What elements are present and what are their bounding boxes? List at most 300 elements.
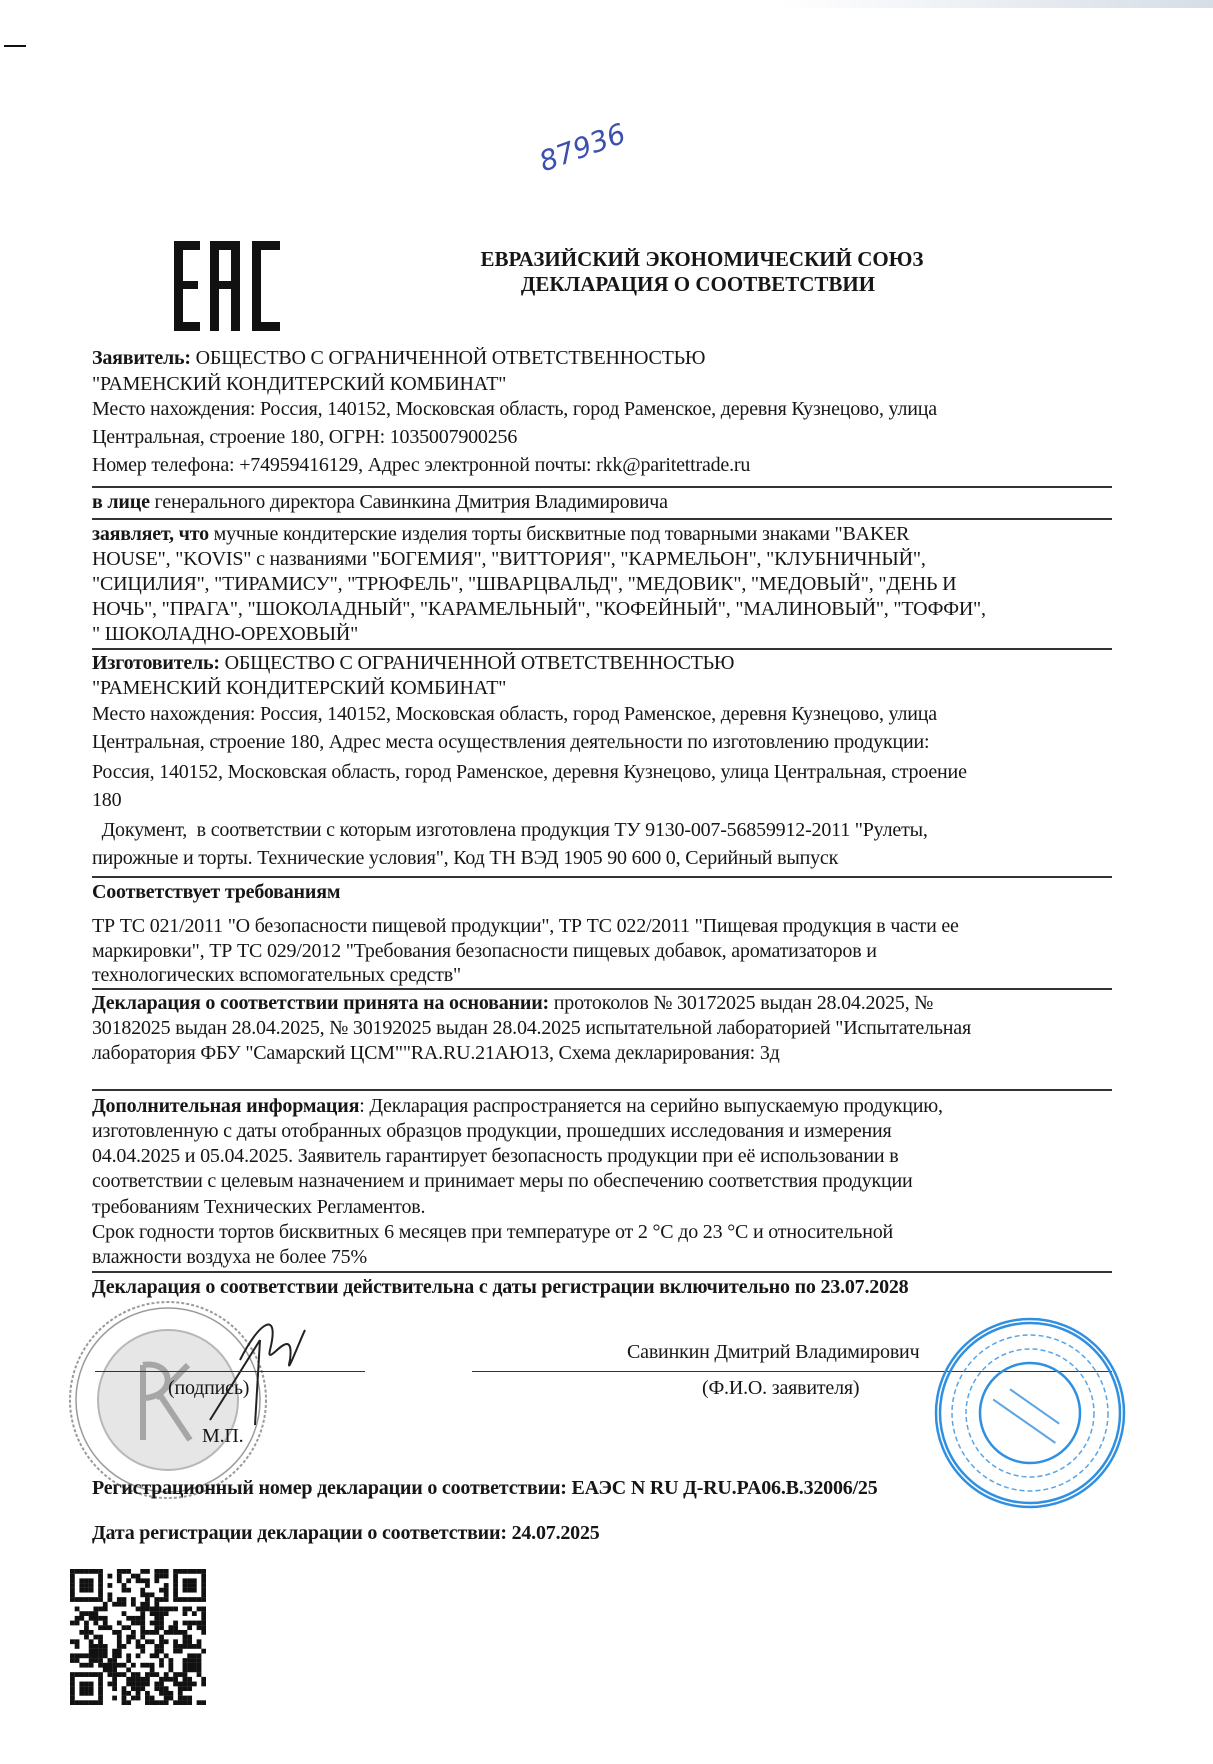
qr-module [140, 1677, 145, 1682]
qr-module [98, 1597, 103, 1602]
qr-module [112, 1682, 117, 1687]
qr-module [70, 1588, 75, 1593]
qr-module [183, 1677, 188, 1682]
qr-module [75, 1569, 80, 1574]
qr-module [79, 1653, 84, 1658]
qr-module [192, 1569, 197, 1574]
qr-module [98, 1653, 103, 1658]
qr-module [145, 1607, 150, 1612]
qr-module [112, 1649, 117, 1654]
qr-module [145, 1691, 150, 1696]
qr-module [126, 1639, 131, 1644]
qr-module [70, 1677, 75, 1682]
qr-module [201, 1625, 206, 1630]
qr-module [150, 1667, 155, 1672]
qr-module [201, 1677, 206, 1682]
qr-module [117, 1578, 122, 1583]
qr-module [103, 1625, 108, 1630]
qr-module [70, 1578, 75, 1583]
qr-module [164, 1574, 169, 1579]
registration-date: Дата регистрации декларации о соответствии: 24.07.2025 [92, 1522, 600, 1544]
qr-module [70, 1672, 75, 1677]
qr-module [192, 1583, 197, 1588]
qr-module [192, 1658, 197, 1663]
qr-module [93, 1644, 98, 1649]
qr-module [178, 1597, 183, 1602]
qr-module [159, 1658, 164, 1663]
qr-module [122, 1569, 127, 1574]
qr-module [79, 1583, 84, 1588]
qr-module [93, 1569, 98, 1574]
qr-module [84, 1569, 89, 1574]
qr-module [112, 1672, 117, 1677]
qr-module [178, 1644, 183, 1649]
qr-module [173, 1639, 178, 1644]
qr-module [145, 1569, 150, 1574]
qr-module [164, 1677, 169, 1682]
applicant-signature-name: Савинкин Дмитрий Владимирович [627, 1341, 920, 1363]
qr-module [192, 1597, 197, 1602]
qr-module [154, 1578, 159, 1583]
qr-module [98, 1639, 103, 1644]
qr-module [70, 1592, 75, 1597]
qr-module [108, 1574, 113, 1579]
qr-module [70, 1583, 75, 1588]
qr-module [75, 1653, 80, 1658]
qr-module [140, 1682, 145, 1687]
additional-line [92, 1095, 943, 1117]
declares-text: НОЧЬ", "ПРАГА", "ШОКОЛАДНЫЙ", "КАРАМЕЛЬНЫЙ", "КОФЕЙНЫЙ", "МАЛИНОВЫЙ", "ТОФФИ", [92, 598, 986, 620]
requirements-text: маркировки", ТР ТС 029/2012 "Требования безопасности пищевых добавок, ароматизаторов и [92, 940, 877, 962]
qr-module [112, 1677, 117, 1682]
qr-module [89, 1672, 94, 1677]
qr-module [168, 1691, 173, 1696]
qr-module [201, 1569, 206, 1574]
qr-module [187, 1653, 192, 1658]
divider [92, 518, 1112, 520]
additional-label: Дополнительная информация [92, 1095, 360, 1117]
qr-module [136, 1639, 141, 1644]
qr-module [89, 1583, 94, 1588]
representative-text: генерального директора Савинкина Дмитрия Владимировича [149, 491, 668, 513]
qr-module [117, 1630, 122, 1635]
signature-line [95, 1371, 365, 1372]
qr-module [187, 1696, 192, 1701]
declares-text: мучные кондитерские изделия торты бисквитные под товарными знаками "BAKER [208, 523, 910, 545]
qr-module [168, 1607, 173, 1612]
qr-module [145, 1700, 150, 1705]
qr-module [98, 1696, 103, 1701]
qr-module [150, 1607, 155, 1612]
qr-module [201, 1607, 206, 1612]
qr-module [79, 1672, 84, 1677]
qr-module [126, 1700, 131, 1705]
qr-module [98, 1682, 103, 1687]
qr-module [150, 1696, 155, 1701]
qr-module [136, 1672, 141, 1677]
qr-module [173, 1625, 178, 1630]
qr-module [187, 1658, 192, 1663]
qr-module [140, 1592, 145, 1597]
qr-module [98, 1658, 103, 1663]
qr-module [70, 1574, 75, 1579]
qr-module [197, 1653, 202, 1658]
qr-module [126, 1635, 131, 1640]
qr-module [140, 1649, 145, 1654]
qr-module [131, 1630, 136, 1635]
qr-module [154, 1574, 159, 1579]
qr-module [197, 1625, 202, 1630]
qr-module [117, 1602, 122, 1607]
qr-module [197, 1607, 202, 1612]
qr-module [79, 1630, 84, 1635]
qr-module [131, 1621, 136, 1626]
qr-module [187, 1621, 192, 1626]
qr-module [117, 1644, 122, 1649]
qr-module [145, 1597, 150, 1602]
qr-module [154, 1602, 159, 1607]
qr-module [70, 1700, 75, 1705]
qr-module [98, 1700, 103, 1705]
qr-module [103, 1653, 108, 1658]
qr-module [131, 1635, 136, 1640]
qr-module [168, 1677, 173, 1682]
qr-module [79, 1663, 84, 1668]
qr-module [70, 1682, 75, 1687]
qr-module [79, 1597, 84, 1602]
qr-module [173, 1677, 178, 1682]
qr-module [187, 1663, 192, 1668]
qr-module [117, 1639, 122, 1644]
qr-module [187, 1686, 192, 1691]
qr-module [98, 1569, 103, 1574]
qr-module [159, 1597, 164, 1602]
qr-module [98, 1588, 103, 1593]
qr-module [103, 1663, 108, 1668]
qr-module [173, 1597, 178, 1602]
qr-module [183, 1672, 188, 1677]
manufacturer-line [92, 652, 734, 674]
qr-module [173, 1682, 178, 1687]
qr-module [201, 1583, 206, 1588]
representative-label: в лице [92, 491, 150, 513]
qr-module [187, 1625, 192, 1630]
qr-module [84, 1611, 89, 1616]
qr-module [93, 1658, 98, 1663]
qr-module [98, 1644, 103, 1649]
additional-text: влажности воздуха не более 75% [92, 1246, 367, 1268]
qr-module [112, 1658, 117, 1663]
qr-module [126, 1616, 131, 1621]
qr-module [159, 1574, 164, 1579]
header-declaration: ДЕКЛАРАЦИЯ О СООТВЕТСТВИИ [520, 272, 876, 296]
qr-module [164, 1611, 169, 1616]
qr-module [103, 1607, 108, 1612]
qr-module [131, 1696, 136, 1701]
qr-module [122, 1696, 127, 1701]
qr-module [140, 1607, 145, 1612]
qr-module [89, 1630, 94, 1635]
qr-module [112, 1663, 117, 1668]
qr-module [159, 1611, 164, 1616]
manufacturer-text: Место нахождения: Россия, 140152, Московская область, город Раменское, деревня Кузнецово, улица [92, 703, 937, 725]
qr-module [183, 1682, 188, 1687]
qr-module [136, 1686, 141, 1691]
qr-module [70, 1639, 75, 1644]
qr-module [89, 1644, 94, 1649]
qr-module [159, 1663, 164, 1668]
manufacturer-text: 180 [92, 789, 122, 811]
qr-module [173, 1630, 178, 1635]
qr-module [187, 1569, 192, 1574]
qr-module [197, 1621, 202, 1626]
qr-module [164, 1639, 169, 1644]
manufacturer-text: "РАМЕНСКИЙ КОНДИТЕРСКИЙ КОМБИНАТ" [92, 677, 507, 699]
applicant-name: ОБЩЕСТВО С ОГРАНИЧЕННОЙ ОТВЕТСТВЕННОСТЬЮ [190, 347, 706, 369]
qr-module [126, 1653, 131, 1658]
qr-module [154, 1644, 159, 1649]
qr-module [178, 1682, 183, 1687]
qr-module [126, 1569, 131, 1574]
qr-module [173, 1649, 178, 1654]
qr-module [140, 1630, 145, 1635]
qr-module [93, 1611, 98, 1616]
qr-module [112, 1686, 117, 1691]
qr-module [201, 1616, 206, 1621]
qr-module [84, 1682, 89, 1687]
qr-module [79, 1700, 84, 1705]
qr-module [159, 1700, 164, 1705]
qr-module [84, 1653, 89, 1658]
qr-module [159, 1635, 164, 1640]
qr-module [112, 1653, 117, 1658]
qr-module [140, 1616, 145, 1621]
qr-module [150, 1611, 155, 1616]
qr-module [178, 1630, 183, 1635]
qr-module [89, 1611, 94, 1616]
qr-module [84, 1588, 89, 1593]
qr-module [93, 1621, 98, 1626]
qr-module [122, 1588, 127, 1593]
manufacturer-text: пирожные и торты. Технические условия", Код ТН ВЭД 1905 90 600 0, Серийный выпуск [92, 847, 839, 869]
qr-module [173, 1672, 178, 1677]
qr-module [98, 1677, 103, 1682]
signature-scribble [200, 1300, 310, 1430]
qr-module [201, 1578, 206, 1583]
qr-module [89, 1691, 94, 1696]
qr-module [103, 1602, 108, 1607]
qr-module [79, 1616, 84, 1621]
qr-module [164, 1691, 169, 1696]
qr-module [75, 1644, 80, 1649]
qr-module [89, 1639, 94, 1644]
qr-module [183, 1635, 188, 1640]
qr-module [164, 1588, 169, 1593]
qr-module [183, 1639, 188, 1644]
qr-module [145, 1672, 150, 1677]
qr-module [117, 1635, 122, 1640]
qr-module [89, 1658, 94, 1663]
qr-module [98, 1663, 103, 1668]
qr-module [70, 1597, 75, 1602]
qr-module [103, 1649, 108, 1654]
qr-module [117, 1597, 122, 1602]
qr-module [183, 1667, 188, 1672]
qr-module [131, 1682, 136, 1687]
qr-module [126, 1658, 131, 1663]
qr-module [98, 1672, 103, 1677]
qr-module [201, 1700, 206, 1705]
qr-module [93, 1607, 98, 1612]
qr-module [112, 1630, 117, 1635]
qr-module [201, 1649, 206, 1654]
qr-module [159, 1691, 164, 1696]
divider [92, 486, 1112, 488]
qr-module [187, 1700, 192, 1705]
qr-module [183, 1696, 188, 1701]
qr-module [108, 1672, 113, 1677]
seal-caption: М.П. [202, 1425, 244, 1447]
qr-module [145, 1682, 150, 1687]
qr-module [159, 1682, 164, 1687]
basis-text: протоколов № 30172025 выдан 28.04.2025, № [549, 992, 934, 1014]
qr-module [140, 1686, 145, 1691]
qr-module [183, 1658, 188, 1663]
qr-module [187, 1677, 192, 1682]
qr-module [183, 1569, 188, 1574]
qr-module [154, 1700, 159, 1705]
qr-module [173, 1592, 178, 1597]
qr-module [140, 1588, 145, 1593]
qr-module [192, 1588, 197, 1593]
applicant-line [92, 347, 705, 369]
qr-module [164, 1686, 169, 1691]
qr-module [154, 1569, 159, 1574]
qr-module [126, 1667, 131, 1672]
qr-module [89, 1588, 94, 1593]
qr-module [145, 1592, 150, 1597]
basis-line [92, 992, 933, 1014]
qr-module [145, 1639, 150, 1644]
qr-module [197, 1700, 202, 1705]
qr-module [84, 1625, 89, 1630]
qr-module [140, 1625, 145, 1630]
validity: Декларация о соответствии действительна с даты регистрации включительно по 23.07.2028 [92, 1276, 909, 1298]
qr-module [159, 1644, 164, 1649]
qr-module [93, 1635, 98, 1640]
qr-module [164, 1592, 169, 1597]
registration-number: Регистрационный номер декларации о соответствии: ЕАЭС N RU Д-RU.PA06.B.32006/25 [92, 1477, 878, 1499]
qr-module [173, 1583, 178, 1588]
requirements-label: Соответствует требованиям [92, 881, 341, 903]
qr-module [173, 1578, 178, 1583]
qr-module [192, 1682, 197, 1687]
qr-module [122, 1686, 127, 1691]
additional-text: : Декларация распространяется на серийно выпускаемую продукцию, [359, 1095, 943, 1117]
qr-module [187, 1639, 192, 1644]
qr-module [173, 1644, 178, 1649]
qr-module [154, 1682, 159, 1687]
divider [92, 648, 1112, 650]
qr-module [164, 1696, 169, 1701]
qr-module [70, 1653, 75, 1658]
qr-module [187, 1588, 192, 1593]
qr-module [75, 1672, 80, 1677]
qr-module [122, 1597, 127, 1602]
qr-module [150, 1630, 155, 1635]
qr-module [159, 1616, 164, 1621]
qr-module [197, 1644, 202, 1649]
additional-text: требованиям Технических Регламентов. [92, 1196, 426, 1218]
qr-module [122, 1700, 127, 1705]
qr-module [75, 1700, 80, 1705]
qr-module [178, 1686, 183, 1691]
qr-module [112, 1602, 117, 1607]
qr-module [98, 1649, 103, 1654]
qr-module [89, 1569, 94, 1574]
qr-module [84, 1672, 89, 1677]
qr-module [183, 1611, 188, 1616]
qr-module [98, 1578, 103, 1583]
qr-module [84, 1630, 89, 1635]
qr-module [164, 1607, 169, 1612]
qr-module [164, 1700, 169, 1705]
qr-module [187, 1597, 192, 1602]
qr-module [117, 1569, 122, 1574]
manufacturer-text: Документ, в соответствии с которым изготовлена продукция ТУ 9130-007-56859912-2011 "Рулеты, [92, 819, 928, 841]
qr-module [93, 1616, 98, 1621]
qr-module [187, 1635, 192, 1640]
applicant-address2: Центральная, строение 180, ОГРН: 1035007900256 [92, 426, 518, 448]
qr-module [168, 1630, 173, 1635]
qr-module [164, 1653, 169, 1658]
qr-module [89, 1578, 94, 1583]
qr-module [79, 1686, 84, 1691]
qr-module [173, 1588, 178, 1593]
qr-module [122, 1672, 127, 1677]
manufacturer-text: Россия, 140152, Московская область, город Раменское, деревня Кузнецово, улица Центральная, строение [92, 761, 967, 783]
qr-module [117, 1672, 122, 1677]
qr-module [84, 1597, 89, 1602]
qr-module [89, 1597, 94, 1602]
qr-module [103, 1644, 108, 1649]
qr-module [154, 1649, 159, 1654]
qr-module [187, 1682, 192, 1687]
qr-module [126, 1578, 131, 1583]
qr-module [159, 1677, 164, 1682]
qr-module [159, 1686, 164, 1691]
qr-module [79, 1611, 84, 1616]
qr-module [183, 1588, 188, 1593]
qr-module [122, 1644, 127, 1649]
qr-module [154, 1653, 159, 1658]
qr-module [187, 1607, 192, 1612]
qr-module [192, 1644, 197, 1649]
qr-module [126, 1588, 131, 1593]
qr-module [168, 1667, 173, 1672]
qr-module [112, 1667, 117, 1672]
divider [92, 1089, 1112, 1091]
qr-module [183, 1597, 188, 1602]
qr-module [150, 1672, 155, 1677]
qr-module [126, 1677, 131, 1682]
scan-mark [4, 45, 26, 47]
manufacturer-text: Центральная, строение 180, Адрес места осуществления деятельности по изготовлению продукции: [92, 731, 930, 753]
qr-module [150, 1653, 155, 1658]
qr-module [79, 1588, 84, 1593]
qr-module [159, 1621, 164, 1626]
qr-module [75, 1607, 80, 1612]
